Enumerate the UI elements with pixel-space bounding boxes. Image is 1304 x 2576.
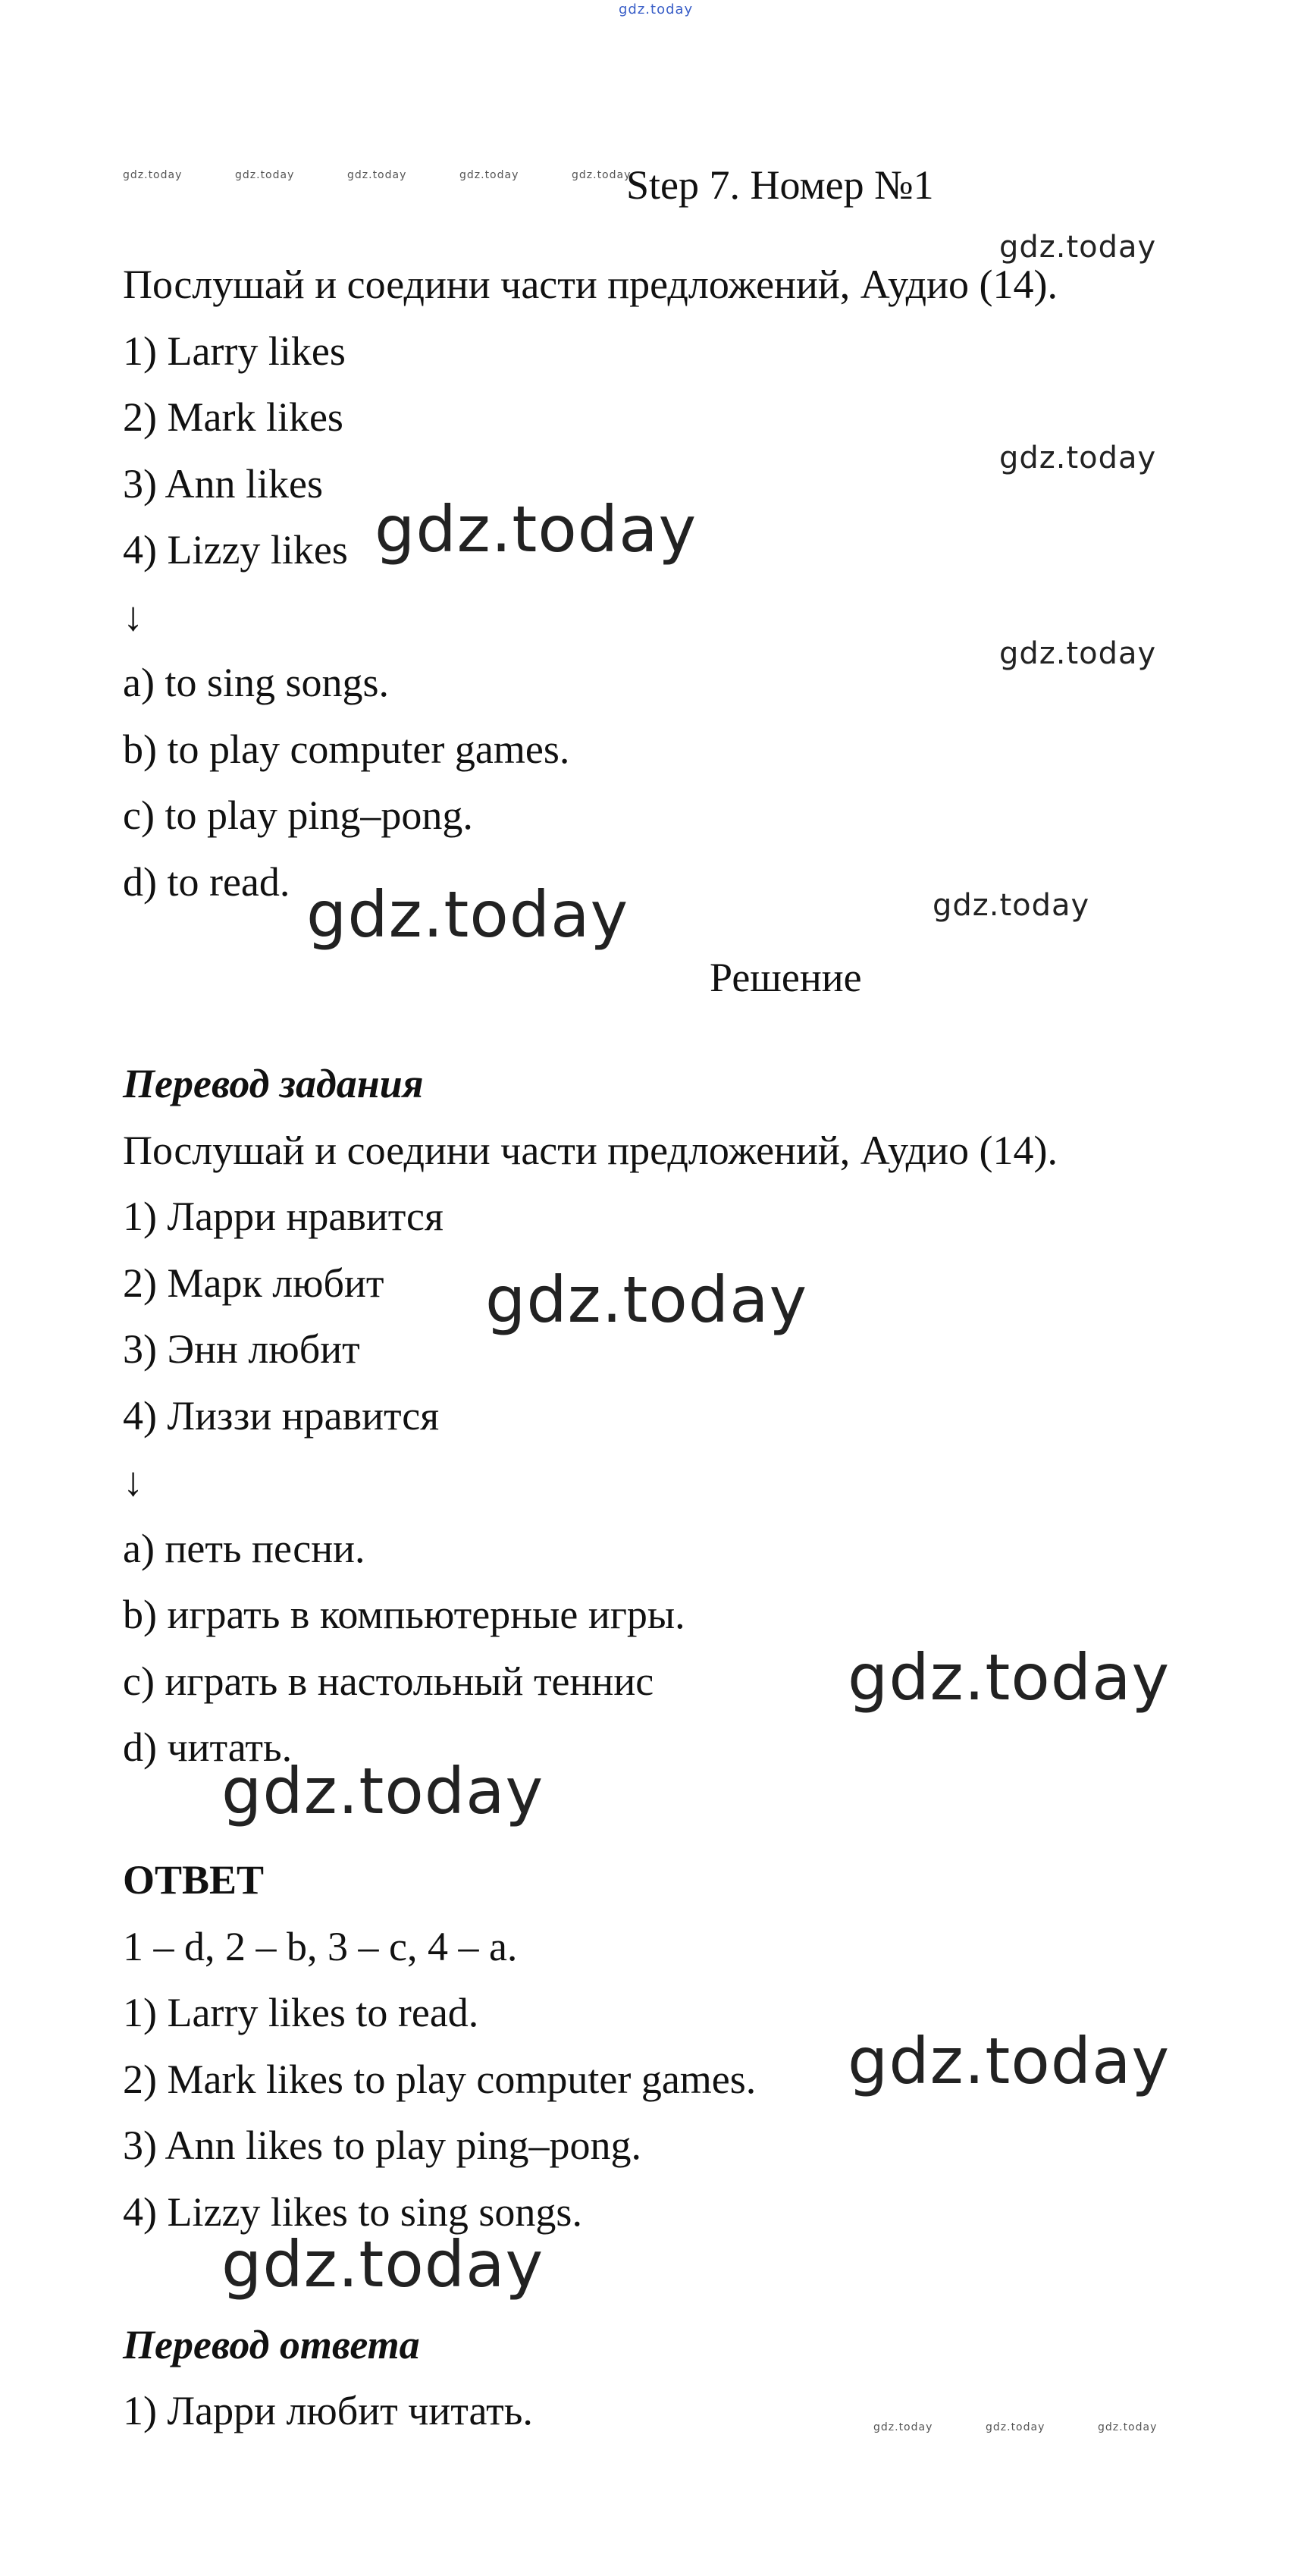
watermark-small: gdz.today bbox=[347, 169, 407, 181]
down-arrow-icon: ↓ bbox=[123, 594, 143, 639]
watermark-small: gdz.today bbox=[1098, 2421, 1158, 2433]
translation-item: 3) Энн любит bbox=[123, 1326, 360, 1372]
answer-sentence: 3) Ann likes to play ping–pong. bbox=[123, 2123, 641, 2168]
translation-option: d) читать. bbox=[123, 1724, 293, 1770]
watermark-large: gdz.today bbox=[221, 1754, 544, 1828]
translation-item: 1) Ларри нравится bbox=[123, 1194, 444, 1239]
down-arrow-icon: ↓ bbox=[123, 1459, 143, 1504]
task-option: b) to play computer games. bbox=[123, 726, 570, 772]
watermark-small: gdz.today bbox=[572, 169, 632, 181]
page-title: Step 7. Номер №1 bbox=[626, 162, 934, 208]
task-item: 2) Mark likes bbox=[123, 394, 343, 440]
task-item: 3) Ann likes bbox=[123, 461, 323, 507]
answer-translation-sentence: 1) Ларри любит читать. bbox=[123, 2388, 533, 2433]
translation-option: c) играть в настольный теннис bbox=[123, 1658, 654, 1704]
watermark-small: gdz.today bbox=[459, 169, 519, 181]
watermark-medium: gdz.today bbox=[999, 441, 1157, 475]
task-option: c) to play ping–pong. bbox=[123, 792, 473, 838]
watermark-large: gdz.today bbox=[375, 492, 697, 566]
translation-item: 4) Лиззи нравится bbox=[123, 1393, 440, 1439]
answer-key: 1 – d, 2 – b, 3 – c, 4 – a. bbox=[123, 1924, 518, 1969]
task-option: a) to sing songs. bbox=[123, 660, 389, 705]
watermark-large: gdz.today bbox=[485, 1263, 808, 1337]
watermark-small: gdz.today bbox=[873, 2421, 933, 2433]
watermark-small: gdz.today bbox=[986, 2421, 1045, 2433]
task-instruction: Послушай и соедини части предложений, Аудио (14). bbox=[123, 262, 1058, 307]
task-item: 1) Larry likes bbox=[123, 328, 346, 374]
answer-sentence: 2) Mark likes to play computer games. bbox=[123, 2057, 757, 2102]
watermark-large: gdz.today bbox=[306, 877, 629, 952]
watermark-top: gdz.today bbox=[619, 2, 694, 17]
answer-sentence: 4) Lizzy likes to sing songs. bbox=[123, 2189, 582, 2235]
watermark-large: gdz.today bbox=[221, 2227, 544, 2301]
watermark-medium: gdz.today bbox=[999, 636, 1157, 671]
translation-heading: Перевод задания bbox=[123, 1061, 424, 1106]
watermark-medium: gdz.today bbox=[933, 888, 1090, 923]
translation-item: 2) Марк любит bbox=[123, 1260, 384, 1306]
translation-option: a) петь песни. bbox=[123, 1526, 365, 1571]
watermark-medium: gdz.today bbox=[999, 230, 1157, 265]
watermark-small: gdz.today bbox=[123, 169, 183, 181]
solution-heading: Решение bbox=[710, 955, 862, 1000]
watermark-large: gdz.today bbox=[848, 2024, 1171, 2098]
watermark-small: gdz.today bbox=[235, 169, 295, 181]
task-item: 4) Lizzy likes bbox=[123, 527, 348, 573]
answer-heading: ОТВЕТ bbox=[123, 1857, 265, 1903]
task-option: d) to read. bbox=[123, 859, 290, 905]
answer-sentence: 1) Larry likes to read. bbox=[123, 1990, 479, 2035]
translation-instruction: Послушай и соедини части предложений, Аудио (14). bbox=[123, 1128, 1058, 1173]
answer-translation-heading: Перевод ответа bbox=[123, 2322, 420, 2367]
translation-option: b) играть в компьютерные игры. bbox=[123, 1592, 685, 1637]
watermark-large: gdz.today bbox=[848, 1640, 1171, 1715]
